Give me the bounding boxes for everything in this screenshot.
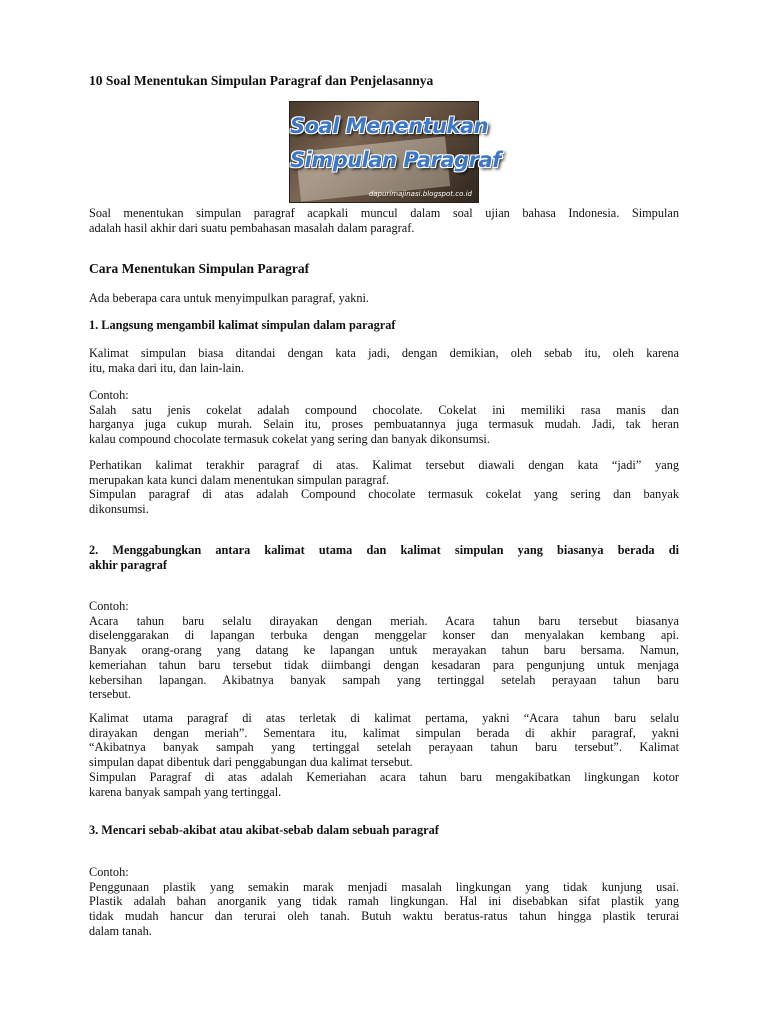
text-line: kebersihan lapangan. Akibatnya banyak sampah yang tertinggal setelah perayaan tahun baru bbox=[89, 672, 679, 687]
text-line: tidak mudah hancur dan terurai oleh tanah. Butuh waktu beratus-ratus tahun hingga plastik terurai bbox=[89, 909, 679, 924]
text-line: “Akibatnya banyak sampah yang tertinggal setelah perayaan tahun baru tersebut”. Kalimat bbox=[89, 740, 679, 755]
text-line: harganya juga cukup murah. Selain itu, proses pembuatannya juga termasuk mudah. Jadi, tak heran bbox=[89, 417, 679, 432]
text-line: dalam tanah. bbox=[89, 923, 152, 938]
text-line: Kalimat simpulan biasa ditandai dengan kata jadi, dengan demikian, oleh sebab itu, oleh karena bbox=[89, 346, 679, 360]
example-label: Contoh: bbox=[89, 599, 129, 613]
document-title: 10 Soal Menentukan Simpulan Paragraf dan Penjelasannya bbox=[89, 73, 434, 88]
method-2-heading bbox=[89, 543, 679, 573]
text-line: dirayakan dengan meriah”. Sementara itu, kalimat simpulan berada di akhir paragraf, yakni bbox=[89, 725, 679, 740]
document-page bbox=[89, 0, 679, 1024]
text-line: Acara tahun baru selalu dirayakan dengan meriah. Acara tahun baru tersebut biasanya bbox=[89, 613, 679, 628]
method-1-heading: 1. Langsung mengambil kalimat simpulan dalam paragraf bbox=[89, 318, 396, 332]
text-line: Simpulan Paragraf di atas adalah Kemeriahan acara tahun baru mengakibatkan lingkungan kotor bbox=[89, 769, 679, 784]
text-line: kemeriahan tahun baru tersebut tidak diimbangi dengan kesadaran para pengunjung untuk menjaga bbox=[89, 657, 679, 672]
method-2-example bbox=[89, 599, 679, 702]
text-line: itu, maka dari itu, dan lain-lain. bbox=[89, 360, 245, 375]
text-line: kalau compound chocolate termasuk cokelat yang sering dan banyak dikonsumsi. bbox=[89, 432, 490, 447]
method-1-analysis bbox=[89, 458, 679, 517]
text-line: merupakan kata kunci dalam menentukan simpulan paragraf. bbox=[89, 472, 390, 487]
section-intro: Ada beberapa cara untuk menyimpulkan paragraf, yakni. bbox=[89, 291, 369, 305]
banner-line-1: Soal Menentukan bbox=[290, 114, 489, 138]
text-line: Banyak orang-orang yang datang ke lapangan untuk merayakan tahun baru bersama. Namun, bbox=[89, 643, 679, 658]
banner-url: dapurimajinasi.blogspot.co.id bbox=[368, 190, 472, 198]
intro-paragraph bbox=[89, 206, 679, 235]
method-2-analysis bbox=[89, 711, 679, 799]
text-line: tersebut. bbox=[89, 687, 132, 702]
text-line: Soal menentukan simpulan paragraf acapkali muncul dalam soal ujian bahasa Indonesia. Simpulan bbox=[89, 206, 679, 220]
method-3-heading: 3. Mencari sebab-akibat atau akibat-sebab dalam sebuah paragraf bbox=[89, 823, 439, 837]
text-line: adalah hasil akhir dari suatu pembahasan masalah dalam paragraf. bbox=[89, 220, 415, 235]
text-line: Salah satu jenis cokelat adalah compound chocolate. Cokelat ini memiliki rasa manis dan bbox=[89, 402, 679, 417]
text-line: Simpulan paragraf di atas adalah Compound chocolate termasuk cokelat yang sering dan banyak bbox=[89, 487, 679, 502]
example-label: Contoh: bbox=[89, 865, 129, 879]
text-line: dikonsumsi. bbox=[89, 502, 149, 517]
text-line: Kalimat utama paragraf di atas terletak di kalimat pertama, yakni “Acara tahun baru selalu bbox=[89, 711, 679, 725]
method-1-explanation bbox=[89, 346, 679, 375]
method-3-example bbox=[89, 865, 679, 939]
text-line: Plastik adalah bahan anorganik yang tidak ramah lingkungan. Hal ini disebabkan sifat plastik yang bbox=[89, 894, 679, 909]
method-1-example bbox=[89, 388, 679, 447]
text-line: diselenggarakan di lapangan terbuka dengan menggelar konser dan menyalakan kembang api. bbox=[89, 628, 679, 643]
banner-image bbox=[289, 101, 501, 203]
banner-line-2: Simpulan Paragraf bbox=[290, 148, 501, 172]
section-heading: Cara Menentukan Simpulan Paragraf bbox=[89, 261, 310, 276]
text-line: Penggunaan plastik yang semakin marak menjadi masalah lingkungan yang tidak kunjung usai. bbox=[89, 879, 679, 894]
heading-line: 2. Menggabungkan antara kalimat utama dan kalimat simpulan yang biasanya berada di bbox=[89, 543, 679, 557]
heading-line: akhir paragraf bbox=[89, 558, 167, 572]
text-line: Perhatikan kalimat terakhir paragraf di atas. Kalimat tersebut diawali dengan kata “jadi” yang bbox=[89, 458, 679, 472]
text-line: karena banyak sampah yang tertinggal. bbox=[89, 784, 282, 799]
example-label: Contoh: bbox=[89, 388, 129, 402]
text-line: simpulan dapat dibentuk dari penggabungan dua kalimat tersebut. bbox=[89, 755, 413, 770]
